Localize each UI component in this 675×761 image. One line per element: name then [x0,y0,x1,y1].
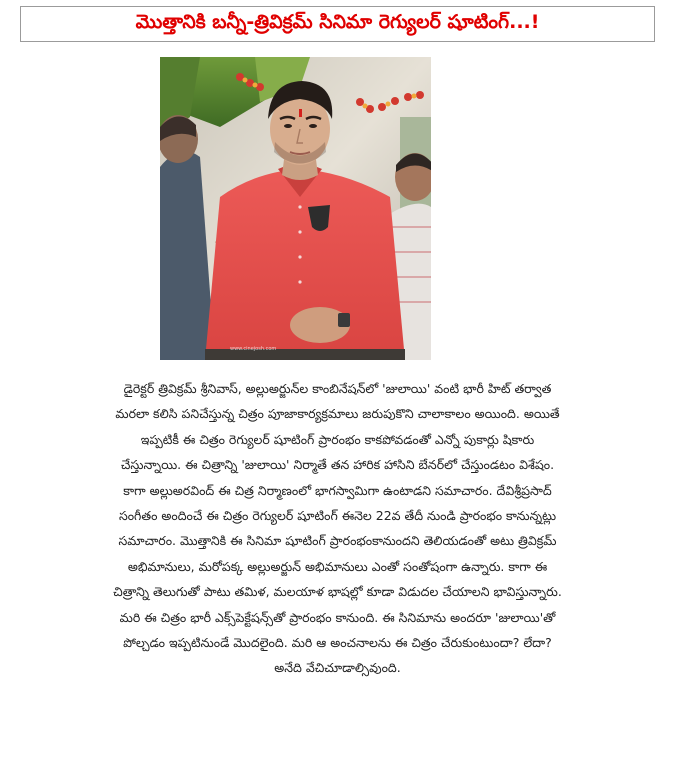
headline-box [20,6,655,42]
article-line: అనేది వేచిచూడాల్సివుంది. [274,660,401,676]
article-line: సంగీతం అందించే ఈ చిత్రం రెగ్యులర్ షూటింగ్ ఈనెల 22వ తేదీ నుండి ప్రారంభం కానున్నట్లు [118,507,557,523]
article-line: మరలా కలిసి పనిచేస్తున్న చిత్రం పూజాకార్యక్రమాలు జరుపుకొని చాలాకాలం అయింది. అయితే [115,406,560,422]
article-line: డైరెక్టర్ త్రివిక్రమ్ శ్రీనివాస్, అల్లుఅర్జున్‌ల కాంబినేషన్‌లో 'జులాయి' వంటి భారీ హిట్ తర్వాత [123,381,552,396]
headline-text: మొత్తానికి బన్నీ-త్రివిక్రమ్ సినిమా రెగ్యులర్ షూటింగ్...! [135,10,540,33]
article-line: పోల్చడం ఇప్పటినుండే మొదలైంది. మరి ఆ అంచనాలను ఈ చిత్రం చేరుకుంటుందా? లేదా? [123,634,552,650]
article-photo [160,57,431,360]
article-line: చిత్రాన్ని తెలుగుతో పాటు తమిళ, మలయాళ భాషల్లో కూడా విడుదల చేయాలని భావిస్తున్నారు. [113,584,562,600]
article-line: కాగా అల్లుఅరవింద్ ఈ చిత్ర నిర్మాణంలో భాగస్వామిగా ఉంటాడని సమాచారం. దేవిశ్రీప్రసాద్ [123,482,552,498]
photo-watermark: www.cinejosh.com [230,346,277,352]
article-line: సమాచారం. మొత్తానికి ఈ సినిమా షూటింగ్ ప్రారంభంకానుందని తెలియడంతో అటు త్రివిక్రమ్ [118,533,557,549]
article-line: చేస్తున్నాయి. ఈ చిత్రాన్ని 'జులాయి' నిర్మాతే తన హారిక హాసిని బేనర్‌లో చేస్తుండటం విశేషం. [120,457,555,473]
article-line: ఇప్పటికీ ఈ చిత్రం రెగ్యులర్ షూటింగ్ ప్రారంభం కాకపోవడంతో ఎన్నో పుకార్లు షికారు [140,431,535,447]
article-line: అభిమానులు, మరోపక్క అల్లుఅర్జున్ అభిమానులు ఎంతో సంతోషంగా ఉన్నారు. కాగా ఈ [127,558,548,574]
article-line: మరి ఈ చిత్రం భారీ ఎక్స్‌పెక్టేషన్స్‌తో ప్రారంభం కానుంది. ఈ సినిమాను అందరూ 'జులాయి'తో [119,609,556,625]
photo-illustration [160,57,431,360]
article-body [15,376,660,681]
